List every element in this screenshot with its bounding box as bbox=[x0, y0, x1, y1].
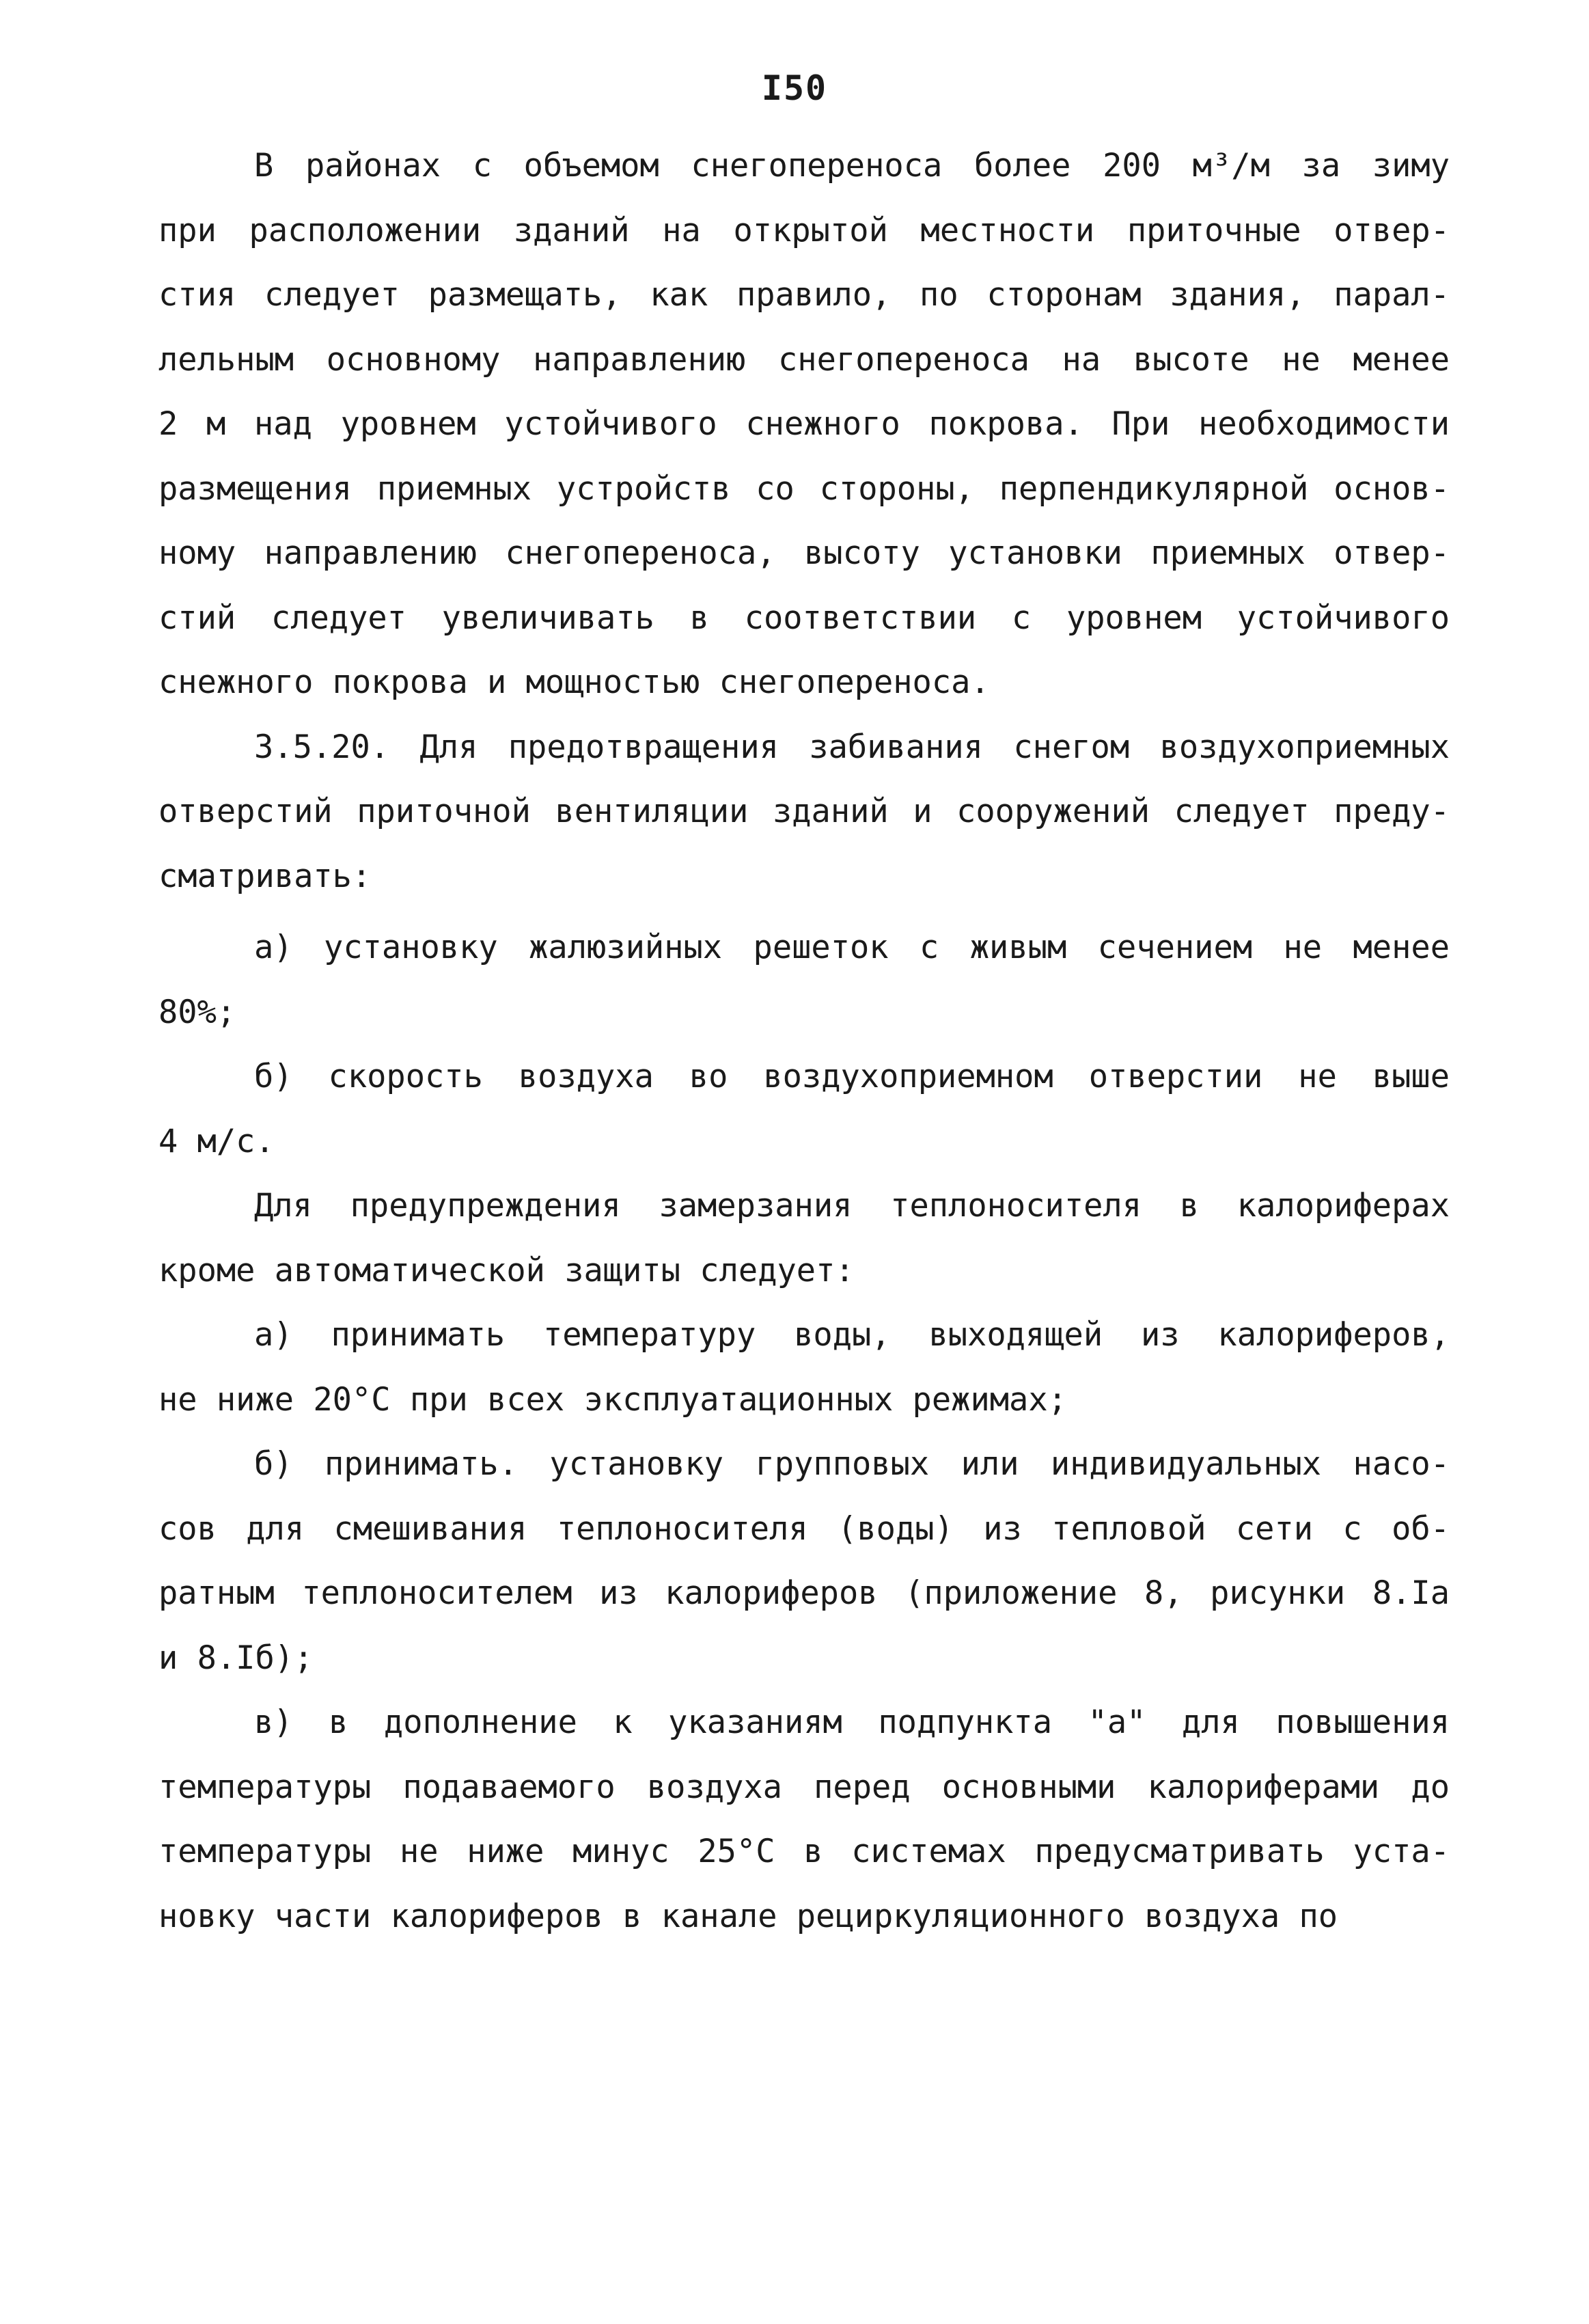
text-line: В районах с объемом снегопереноса более 200 м³/м за зиму bbox=[254, 147, 1450, 184]
text-line: ратным теплоносителем из калориферов (приложение 8, рисунки 8.Iа bbox=[158, 1574, 1450, 1612]
text-line: отверстий приточной вентиляции зданий и сооружений следует преду- bbox=[158, 793, 1450, 830]
text-line: лельным основному направлению снегопереноса на высоте не менее bbox=[158, 340, 1450, 379]
text-line: 80%; bbox=[158, 993, 236, 1031]
text-line: б) принимать. установку групповых или индивидуальных насо- bbox=[254, 1445, 1450, 1483]
text-line: ному направлению снегопереноса, высоту установки приемных отвер- bbox=[158, 534, 1450, 572]
text-line: не ниже 20°С при всех эксплуатационных режимах; bbox=[158, 1380, 1067, 1419]
text-line: а) установку жалюзийных решеток с живым сечением не менее bbox=[254, 929, 1450, 966]
text-line: б) скорость воздуха во воздухоприемном отверстии не выше bbox=[254, 1058, 1450, 1095]
text-line: стий следует увеличивать в соответствии с уровнем устойчивого bbox=[158, 599, 1450, 637]
text-line: сматривать: bbox=[158, 857, 372, 895]
text-line: стия следует размещать, как правило, по сторонам здания, парал- bbox=[158, 276, 1450, 314]
text-line: при расположении зданий на открытой местности приточные отвер- bbox=[158, 211, 1450, 249]
text-line: 3.5.20. Для предотвращения забивания снегом воздухоприемных bbox=[254, 728, 1450, 766]
text-line: 4 м/с. bbox=[158, 1122, 275, 1160]
text-line: в) в дополнение к указаниям подпункта "а" для повышения bbox=[254, 1704, 1450, 1741]
text-line: а) принимать температуру воды, выходящей из калориферов, bbox=[254, 1316, 1450, 1354]
list-item bbox=[158, 1691, 1450, 1949]
text-line: сов для смешивания теплоносителя (воды) из тепловой сети с об- bbox=[158, 1509, 1450, 1548]
text-line: кроме автоматической защиты следует: bbox=[158, 1251, 855, 1289]
text-line: температуры не ниже минус 25°С в системах предусматривать уста- bbox=[158, 1833, 1450, 1870]
page-number: I50 bbox=[761, 68, 828, 108]
text-line: Для предупреждения замерзания теплоносителя в калориферах bbox=[254, 1187, 1450, 1225]
text-line: и 8.Iб); bbox=[158, 1639, 314, 1677]
text-line: новку части калориферов в канале рециркуляционного воздуха по bbox=[158, 1897, 1338, 1935]
paragraph bbox=[158, 1174, 1450, 1303]
paragraph bbox=[158, 715, 1450, 910]
list-item bbox=[158, 1303, 1450, 1432]
list-item bbox=[158, 1045, 1450, 1174]
text-line: 2 м над уровнем устойчивого снежного покрова. При необходимости bbox=[158, 405, 1450, 443]
list-item bbox=[158, 916, 1450, 1045]
paragraph bbox=[158, 134, 1450, 715]
text-line: температуры подаваемого воздуха перед основными калориферами до bbox=[158, 1768, 1450, 1806]
text-line: размещения приемных устройств со стороны, перпендикулярной основ- bbox=[158, 469, 1450, 508]
text-line: снежного покрова и мощностью снегопереноса. bbox=[158, 664, 990, 701]
document-body bbox=[158, 134, 1450, 1949]
list-item bbox=[158, 1432, 1450, 1691]
